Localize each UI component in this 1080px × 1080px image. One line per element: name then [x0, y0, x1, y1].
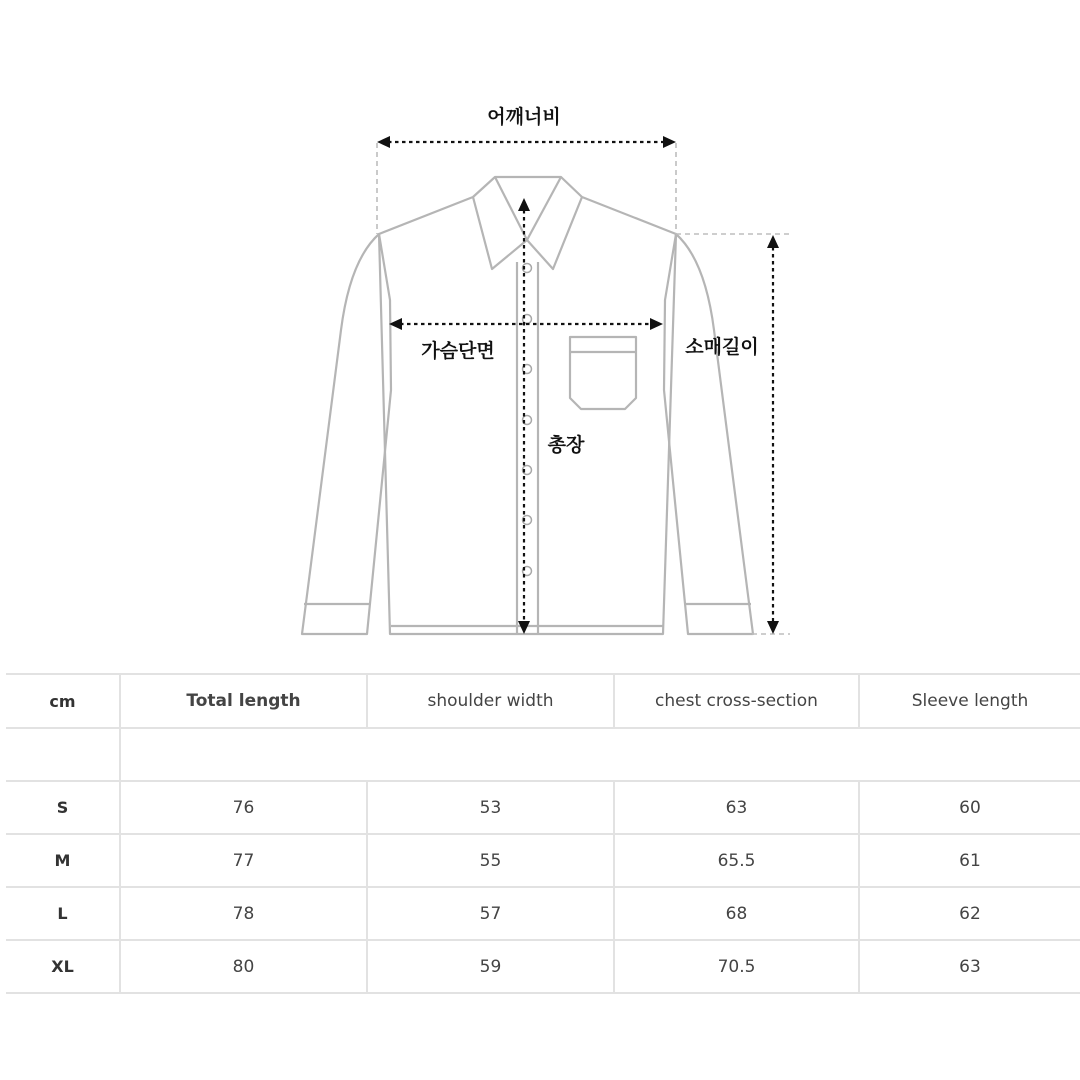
sleeve-length-cell: 61	[859, 834, 1080, 887]
chest-cell: 70.5	[614, 940, 859, 993]
total-length-cell: 76	[120, 781, 367, 834]
shoulder-width-cell: 55	[367, 834, 614, 887]
size-cell: S	[6, 781, 120, 834]
size-cell: L	[6, 887, 120, 940]
total-length-cell: 77	[120, 834, 367, 887]
table-row	[6, 887, 1080, 940]
header-cell-sleeve-length: Sleeve length	[859, 674, 1080, 728]
sleeve-length-cell: 63	[859, 940, 1080, 993]
chest-cell: 68	[614, 887, 859, 940]
shoulder-width-cell: 59	[367, 940, 614, 993]
guide-lines	[377, 143, 790, 634]
total-length-cell: 78	[120, 887, 367, 940]
header-cell-total-length: Total length	[120, 674, 367, 728]
sleeve-length-label: 소매길이	[685, 336, 759, 358]
table-row	[6, 781, 1080, 834]
header-cell-shoulder-width: shoulder width	[367, 674, 614, 728]
shoulder-width-cell: 53	[367, 781, 614, 834]
total-length-label: 총장	[547, 434, 585, 456]
chest-label: 가슴단면	[421, 340, 495, 362]
table-header-row	[6, 674, 1080, 728]
table-blank-row	[6, 728, 1080, 781]
chest-cell: 65.5	[614, 834, 859, 887]
table-row	[6, 940, 1080, 993]
sleeve-length-cell: 60	[859, 781, 1080, 834]
size-cell: M	[6, 834, 120, 887]
sleeve-length-cell: 62	[859, 887, 1080, 940]
shoulder-width-arrow	[377, 136, 676, 148]
shirt-outline	[302, 177, 753, 634]
shoulder-width-cell: 57	[367, 887, 614, 940]
sleeve-length-arrow	[767, 235, 779, 634]
blank-cell	[120, 728, 1080, 781]
header-cell-unit: cm	[6, 674, 120, 728]
table-row	[6, 834, 1080, 887]
total-length-cell: 80	[120, 940, 367, 993]
blank-cell	[6, 728, 120, 781]
chest-cell: 63	[614, 781, 859, 834]
shoulder-width-label: 어깨너비	[487, 106, 561, 128]
chest-arrow	[389, 318, 663, 330]
header-cell-chest: chest cross-section	[614, 674, 859, 728]
size-cell: XL	[6, 940, 120, 993]
size-table	[6, 673, 1080, 994]
